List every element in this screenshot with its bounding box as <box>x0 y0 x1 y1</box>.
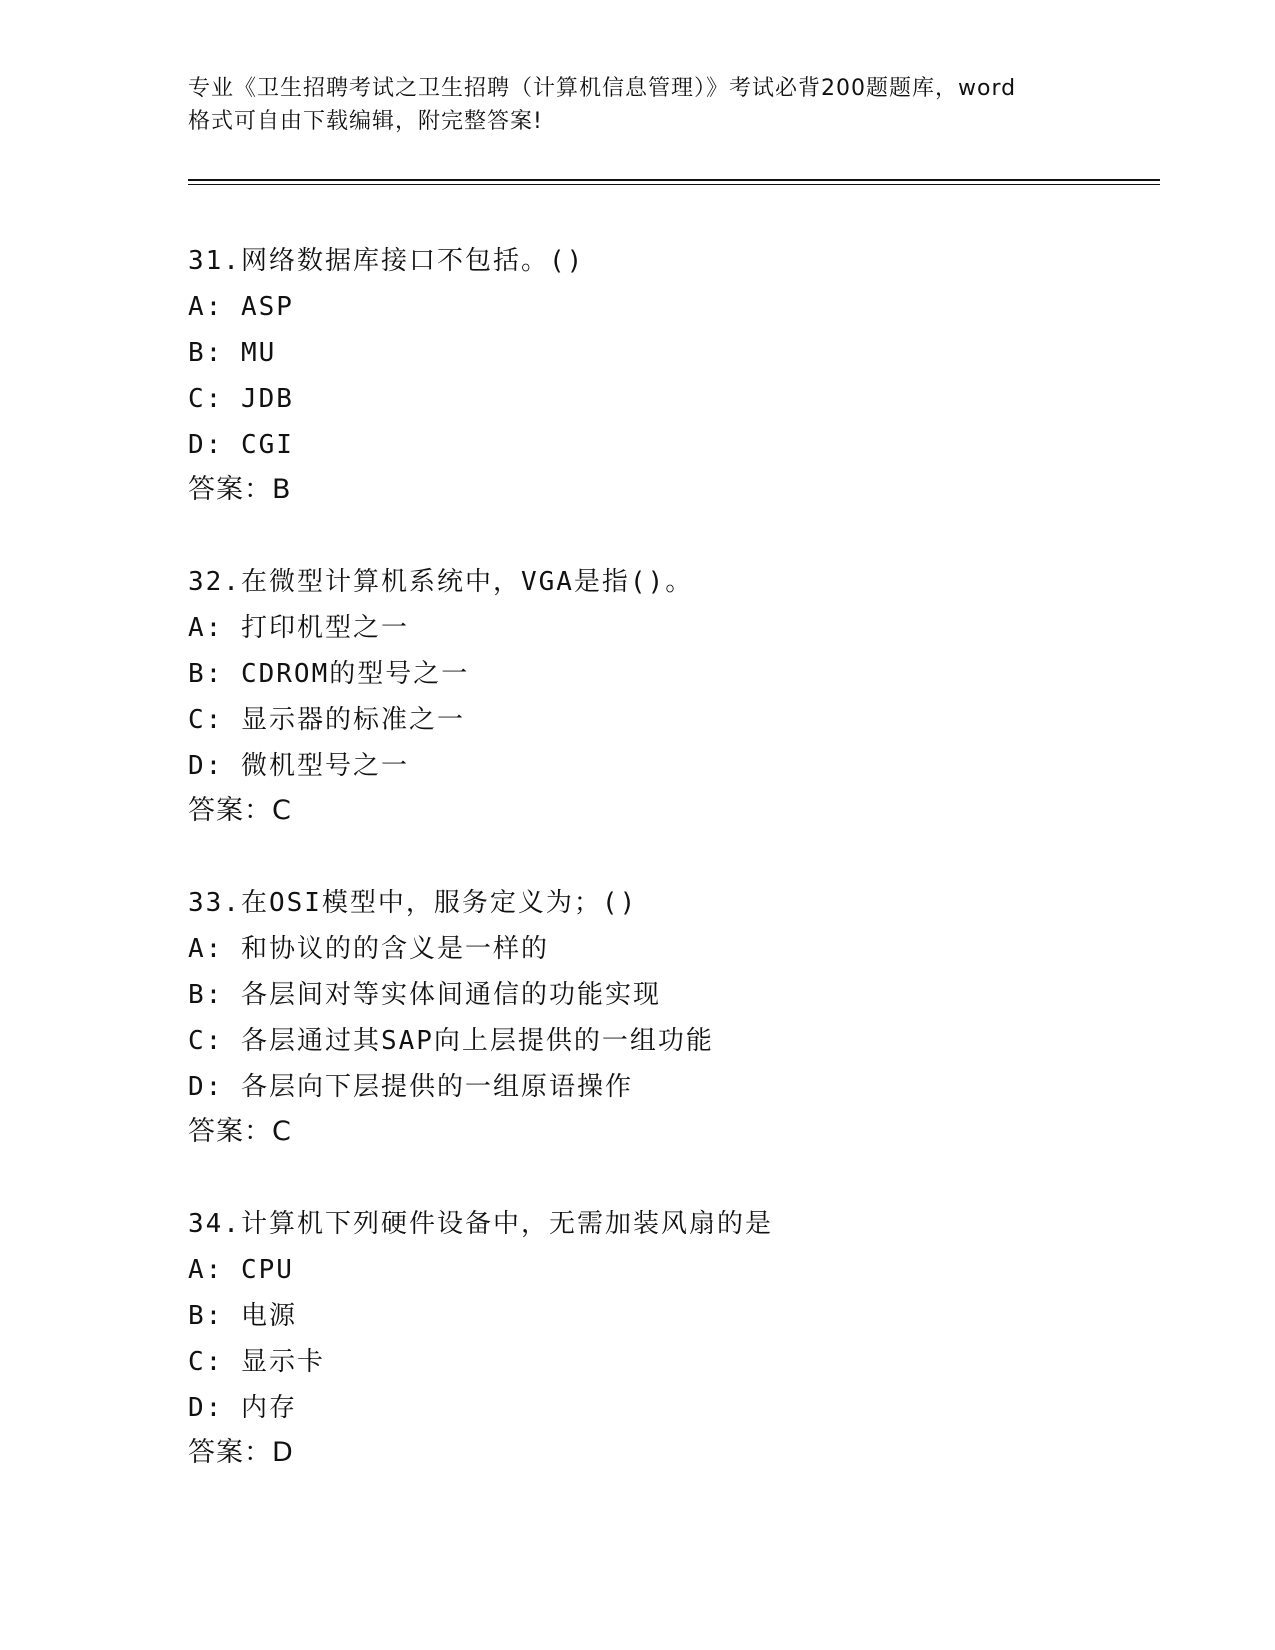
option-d: D: 内存 <box>188 1393 297 1423</box>
document-header <box>188 72 1088 138</box>
header-line-2: 格式可自由下载编辑，附完整答案! <box>188 109 543 134</box>
header-divider-thin <box>188 184 1160 185</box>
question-stem: 33.在OSI模型中，服务定义为；() <box>188 888 638 918</box>
option-c: C: 显示器的标准之一 <box>188 705 465 735</box>
option-c: C: JDB <box>188 384 294 414</box>
header-divider-thick <box>188 179 1160 181</box>
question-list <box>188 238 1148 1522</box>
header-line-1: 专业《卫生招聘考试之卫生招聘（计算机信息管理）》考试必背200题题库，word <box>188 76 1017 101</box>
answer-text: 答案：D <box>188 1437 294 1468</box>
option-b: B: 各层间对等实体间通信的功能实现 <box>188 980 661 1010</box>
question-34 <box>188 1201 1148 1475</box>
option-b: B: 电源 <box>188 1301 297 1331</box>
option-c: C: 各层通过其SAP向上层提供的一组功能 <box>188 1026 714 1056</box>
option-c: C: 显示卡 <box>188 1347 325 1377</box>
option-a: A: 打印机型之一 <box>188 613 409 643</box>
option-d: D: 微机型号之一 <box>188 751 409 781</box>
answer-text: 答案：B <box>188 474 292 505</box>
question-31 <box>188 238 1148 512</box>
question-33 <box>188 880 1148 1154</box>
option-d: D: CGI <box>188 430 294 460</box>
question-stem: 31.网络数据库接口不包括。() <box>188 246 585 276</box>
option-b: B: MU <box>188 338 277 368</box>
question-stem: 34.计算机下列硬件设备中，无需加装风扇的是 <box>188 1209 773 1239</box>
option-d: D: 各层向下层提供的一组原语操作 <box>188 1072 633 1102</box>
option-a: A: ASP <box>188 292 294 322</box>
question-32 <box>188 559 1148 833</box>
option-a: A: CPU <box>188 1255 294 1285</box>
answer-text: 答案：C <box>188 795 292 826</box>
option-b: B: CDROM的型号之一 <box>188 659 470 689</box>
answer-text: 答案：C <box>188 1116 292 1147</box>
question-stem: 32.在微型计算机系统中，VGA是指()。 <box>188 567 694 597</box>
option-a: A: 和协议的的含义是一样的 <box>188 934 549 964</box>
